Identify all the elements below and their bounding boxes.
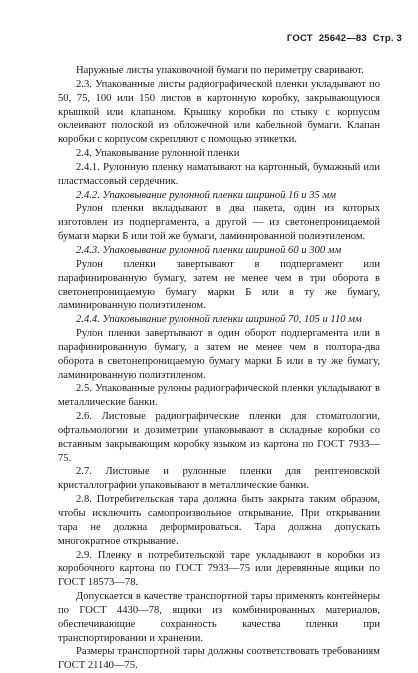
subsection-heading: 2.4.3. Упаковывание рулонной пленки шириной 60 и 300 мм	[76, 244, 342, 256]
standard-label: ГОСТ	[286, 33, 313, 44]
paragraph: 2.6. Листовые радиографические пленки для стоматологии, офтальмологии и дозиметрии упаковывают в складные коробки со вставным закрывающим коробку языком из картона по ГОСТ 7933—75.	[58, 411, 380, 464]
subsection-heading: 2.4.2. Упаковывание рулонной пленки шириной 16 и 35 мм	[76, 189, 337, 201]
subsection-heading: 2.4.4. Упаковывание рулонной пленки шириной 70, 105 и 110 мм	[76, 314, 362, 326]
paragraph: Рулон пленки завертывают в один оборот подпергамента или в парафинированную бумагу, а затем не менее чем в полтора-два оборота в светонепроницаемую бумагу марки Б или в ту же бумагу, ламинированную полиэтиленом.	[58, 328, 380, 381]
paragraph: 2.3. Упакованные листы радиографической пленки укладывают по 50, 75, 100 или 150 листов в картонную коробку, закрывающуюся крышкой или клапаном. Крышку коробки по стыку с корпусом оклеивают полоской из обложечной или кабельной бумаги. Клапан коробки с корпусом скрепляют с помощью этикетки.	[58, 78, 380, 146]
paragraph: Рулон пленки вкладывают в два пакета, один из которых изготовлен из подпергамента, а другой — из светонепроницаемой бумаги марки Б или той же бумаги, ламинированной полиэтиленом.	[58, 203, 380, 243]
paragraph: Наружные листы упаковочной бумаги по периметру сваривают.	[76, 65, 364, 76]
paragraph: 2.4.1. Рулонную пленку наматывают на картонный, бумажный или пластмассовый сердечник.	[58, 161, 380, 187]
page-header	[281, 33, 402, 44]
paragraph: 2.8. Потребительская тара должна быть закрыта таким образом, чтобы исключить самопроизвольное открывание. При открывании тара не должна деформироваться. Тара должна допускать многократное открывание.	[58, 494, 380, 547]
paragraph: 2.9. Пленку в потребительской таре укладывают в коробки из коробочного картона по ГОСТ 7933—75 или деревянные ящики по ГОСТ 18573—78.	[58, 549, 380, 589]
paragraph: 2.7. Листовые и рулонные пленки для рентгеновской кристаллографии упаковывают в металлические банки.	[58, 466, 380, 492]
standard-number: 25642—83	[318, 33, 367, 44]
section-heading: 2.4. Упаковывание рулонной пленки	[76, 148, 240, 160]
paragraph: Размеры транспортной тары должны соответствовать требованиям ГОСТ 21140—75.	[58, 646, 380, 672]
paragraph: 2.5. Упакованные рулоны радиографической пленки укладывают в металлические банки.	[58, 383, 380, 409]
document-body	[58, 64, 380, 673]
paragraph: Допускается в качестве транспортной тары применять контейнеры по ГОСТ 4430—78, ящики из комбинированных материалов, обеспечивающие сохранность качества пленки при транспортировании и хранении.	[58, 591, 380, 644]
paragraph: Рулон пленки завертывают в подпергамент или парафинированную бумагу, затем не менее чем в три оборота в светонепроницаемую бумагу марки Б или в ту же бумагу, ламинированную полиэтиленом.	[58, 258, 380, 312]
page-number: Стр. 3	[372, 33, 402, 44]
